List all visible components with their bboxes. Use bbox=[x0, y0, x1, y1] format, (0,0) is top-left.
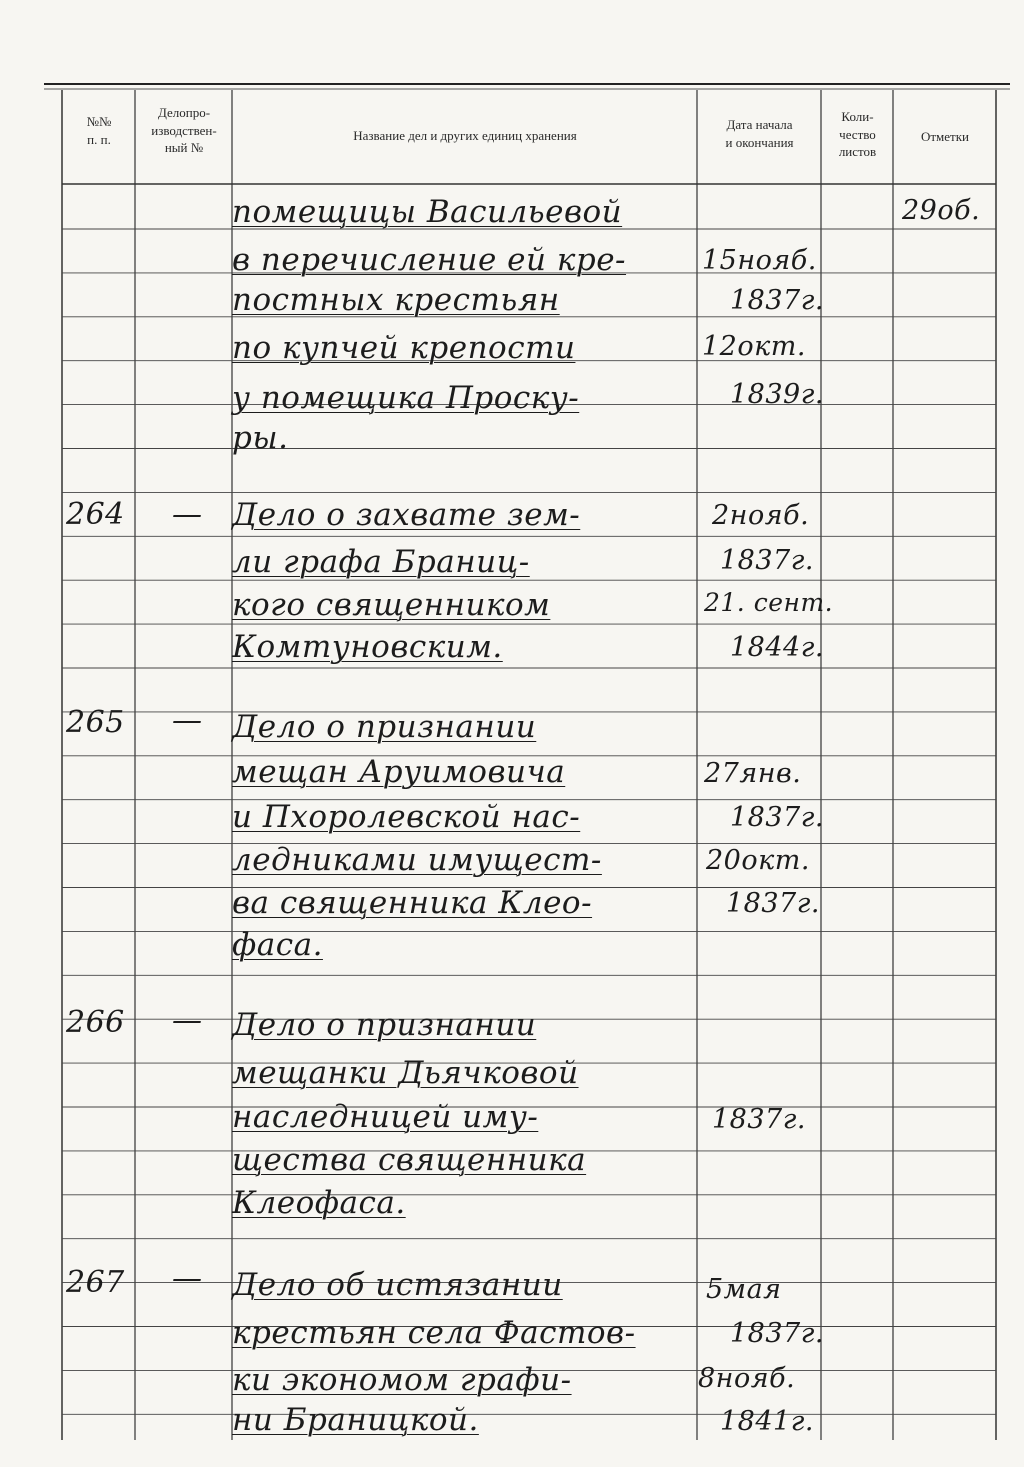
record-number: 266 bbox=[66, 1005, 125, 1040]
record-date: 5мая bbox=[706, 1274, 782, 1305]
record-date: 27янв. bbox=[704, 758, 802, 789]
record-date: 1837г. bbox=[730, 1318, 824, 1349]
header-dates: Дата начала и окончания bbox=[725, 117, 794, 150]
record-line: у помещика Проску- bbox=[232, 380, 580, 416]
record-line: Дело о признании bbox=[232, 1007, 537, 1043]
header-notes: Отметки bbox=[920, 129, 970, 144]
record-date: 1837г. bbox=[712, 1104, 806, 1135]
record-line: Комтуновским. bbox=[232, 629, 503, 665]
record-date: 2нояб. bbox=[712, 500, 810, 531]
record-line: Клеофаса. bbox=[232, 1185, 406, 1221]
header-title: Название дел и других единиц хранения bbox=[353, 128, 577, 143]
record-line: Дело о захвате зем- bbox=[232, 497, 581, 533]
record-line: Дело об истязании bbox=[232, 1267, 563, 1303]
record-line: щества священника bbox=[232, 1142, 587, 1178]
record-line: ни Браницкой. bbox=[232, 1402, 479, 1438]
record-date: 8нояб. bbox=[698, 1363, 796, 1394]
record-line: наследницей иму- bbox=[232, 1099, 539, 1135]
record-line: и Пхоролевской нас- bbox=[232, 799, 581, 835]
record-case-number: — bbox=[172, 497, 203, 532]
header-number: №№ п. п. bbox=[86, 114, 112, 147]
record-line: мещанки Дьячковой bbox=[232, 1055, 579, 1091]
record-line: крестьян села Фастов- bbox=[232, 1315, 636, 1351]
record-date: 1837г. bbox=[726, 888, 820, 919]
record-line: мещан Аруимовича bbox=[232, 754, 566, 790]
record-number: 267 bbox=[66, 1265, 125, 1300]
record-note: 29об. bbox=[902, 195, 981, 226]
record-date: 12окт. bbox=[702, 331, 806, 362]
record-line: по купчей крепости bbox=[232, 330, 576, 366]
record-line: Дело о признании bbox=[232, 709, 537, 745]
record-number: 264 bbox=[66, 497, 125, 532]
record-date: 15нояб. bbox=[702, 245, 817, 276]
record-date: 21. сент. bbox=[704, 588, 834, 617]
record-line: кого священником bbox=[232, 587, 551, 623]
record-case-number: — bbox=[172, 703, 203, 738]
record-date: 20окт. bbox=[706, 845, 810, 876]
record-date: 1837г. bbox=[730, 285, 824, 316]
record-date: 1844г. bbox=[730, 632, 824, 663]
record-date: 1841г. bbox=[720, 1406, 814, 1437]
record-line: помещицы Васильевой bbox=[232, 194, 623, 230]
record-number: 265 bbox=[66, 705, 125, 740]
record-line: в перечисление ей кре- bbox=[232, 242, 627, 278]
record-case-number: — bbox=[172, 1003, 203, 1038]
record-date: 1839г. bbox=[730, 379, 824, 410]
record-date: 1837г. bbox=[730, 802, 824, 833]
header-sheet-count: Коли- чество листов bbox=[838, 109, 877, 160]
record-line: постных крестьян bbox=[232, 282, 560, 318]
record-date: 1837г. bbox=[720, 545, 814, 576]
record-case-number: — bbox=[172, 1261, 203, 1296]
record-line: ли графа Браниц- bbox=[232, 544, 530, 580]
record-line: ва священника Клео- bbox=[232, 885, 593, 921]
record-line: ки экономом графи- bbox=[232, 1362, 572, 1398]
header-case-number: Делопро- изводствен- ный № bbox=[151, 105, 217, 156]
record-line: фаса. bbox=[232, 927, 323, 963]
record-line: ры. bbox=[232, 420, 289, 456]
record-line: ледниками имущест- bbox=[232, 842, 602, 878]
